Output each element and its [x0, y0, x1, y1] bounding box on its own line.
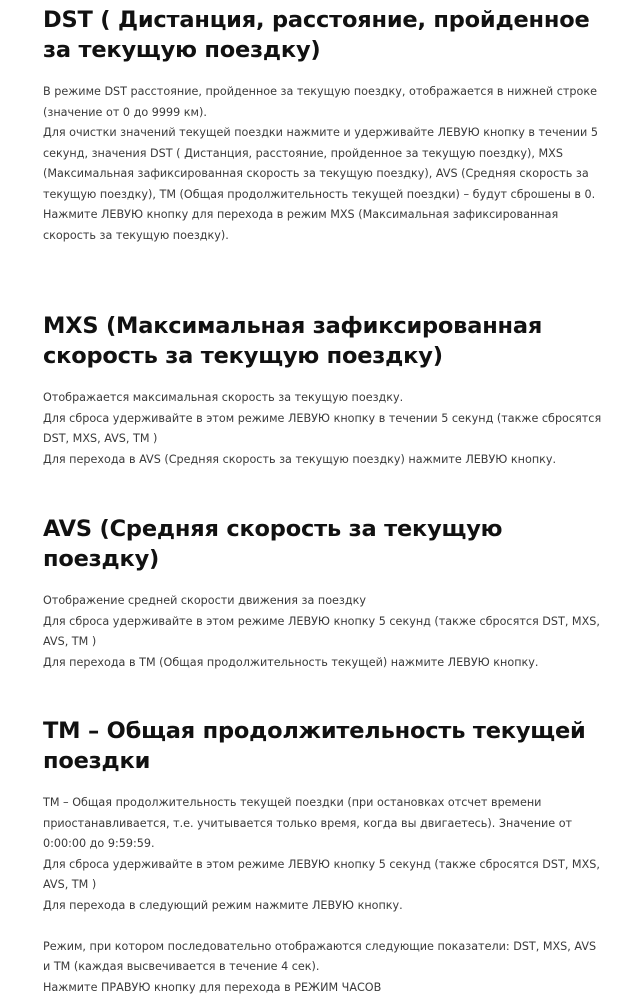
paragraph: Отображение средней скорости движения за поездку	[43, 594, 366, 607]
paragraph: Нажмите ЛЕВУЮ кнопку для перехода в режим MXS (Максимальная зафиксированная скорость за текущую поездку).	[43, 208, 559, 242]
paragraph: Для очистки значений текущей поездки нажмите и удерживайте ЛЕВУЮ кнопку в течении 5 секунд, значения DST ( Дистанция, расстояние, пройденное за текущую поездку), MXS (Максимальная зафиксированная скорость за текущую поездку), AVS (Средняя скорость за текущую поездку), TM (Общая продолжительность текущей поездки) – будут сброшены в 0.	[43, 126, 598, 201]
section-tm	[43, 716, 603, 998]
paragraph-gap	[43, 916, 603, 937]
section-body-avs	[43, 591, 603, 673]
section-title-dst: DST ( Дистанция, расстояние, пройденное за текущую поездку)	[43, 7, 590, 63]
section-title-avs: AVS (Средняя скорость за текущую поездку)	[43, 516, 503, 572]
section-avs	[43, 514, 603, 673]
section-dst	[43, 5, 603, 246]
paragraph: Для сброса удерживайте в этом режиме ЛЕВУЮ кнопку 5 секунд (также сбросятся DST, MXS, AVS, TM )	[43, 614, 600, 648]
paragraph: Для сброса удерживайте в этом режиме ЛЕВУЮ кнопку в течении 5 секунд (также сбросятся DST, MXS, AVS, TM )	[43, 411, 602, 445]
section-title-mxs: MXS (Максимальная зафиксированная скорость за текущую поездку)	[43, 313, 543, 369]
paragraph: Нажмите ПРАВУЮ кнопку для перехода в РЕЖИМ ЧАСОВ	[43, 980, 382, 994]
paragraph: Для перехода в AVS (Средняя скорость за текущую поездку) нажмите ЛЕВУЮ кнопку.	[43, 452, 557, 466]
paragraph: Для перехода в следующий режим нажмите ЛЕВУЮ кнопку.	[43, 898, 403, 912]
section-title-tm: TM – Общая продолжительность текущей поездки	[43, 718, 586, 774]
section-mxs	[43, 311, 603, 470]
section-body-mxs	[43, 388, 603, 470]
paragraph: Для сброса удерживайте в этом режиме ЛЕВУЮ кнопку 5 секунд (также сбросятся DST, MXS, AVS, TM )	[43, 857, 600, 891]
paragraph: В режиме DST расстояние, пройденное за текущую поездку, отображается в нижней строке (значение от 0 до 9999 км).	[43, 85, 597, 119]
paragraph: Отображается максимальная скорость за текущую поездку.	[43, 391, 404, 404]
section-body-tm	[43, 793, 603, 998]
section-body-dst	[43, 82, 603, 246]
paragraph: Для перехода в TM (Общая продолжительность текущей) нажмите ЛЕВУЮ кнопку.	[43, 655, 539, 669]
paragraph: TM – Общая продолжительность текущей поездки (при остановках отсчет времени приостанавливается, т.е. учитывается только время, когда вы двигаетесь). Значение от 0:00:00 до 9:59:59.	[43, 796, 573, 850]
paragraph: Режим, при котором последовательно отображаются следующие показатели: DST, MXS, AVS и TM (каждая высвечивается в течение 4 сек).	[43, 939, 597, 973]
